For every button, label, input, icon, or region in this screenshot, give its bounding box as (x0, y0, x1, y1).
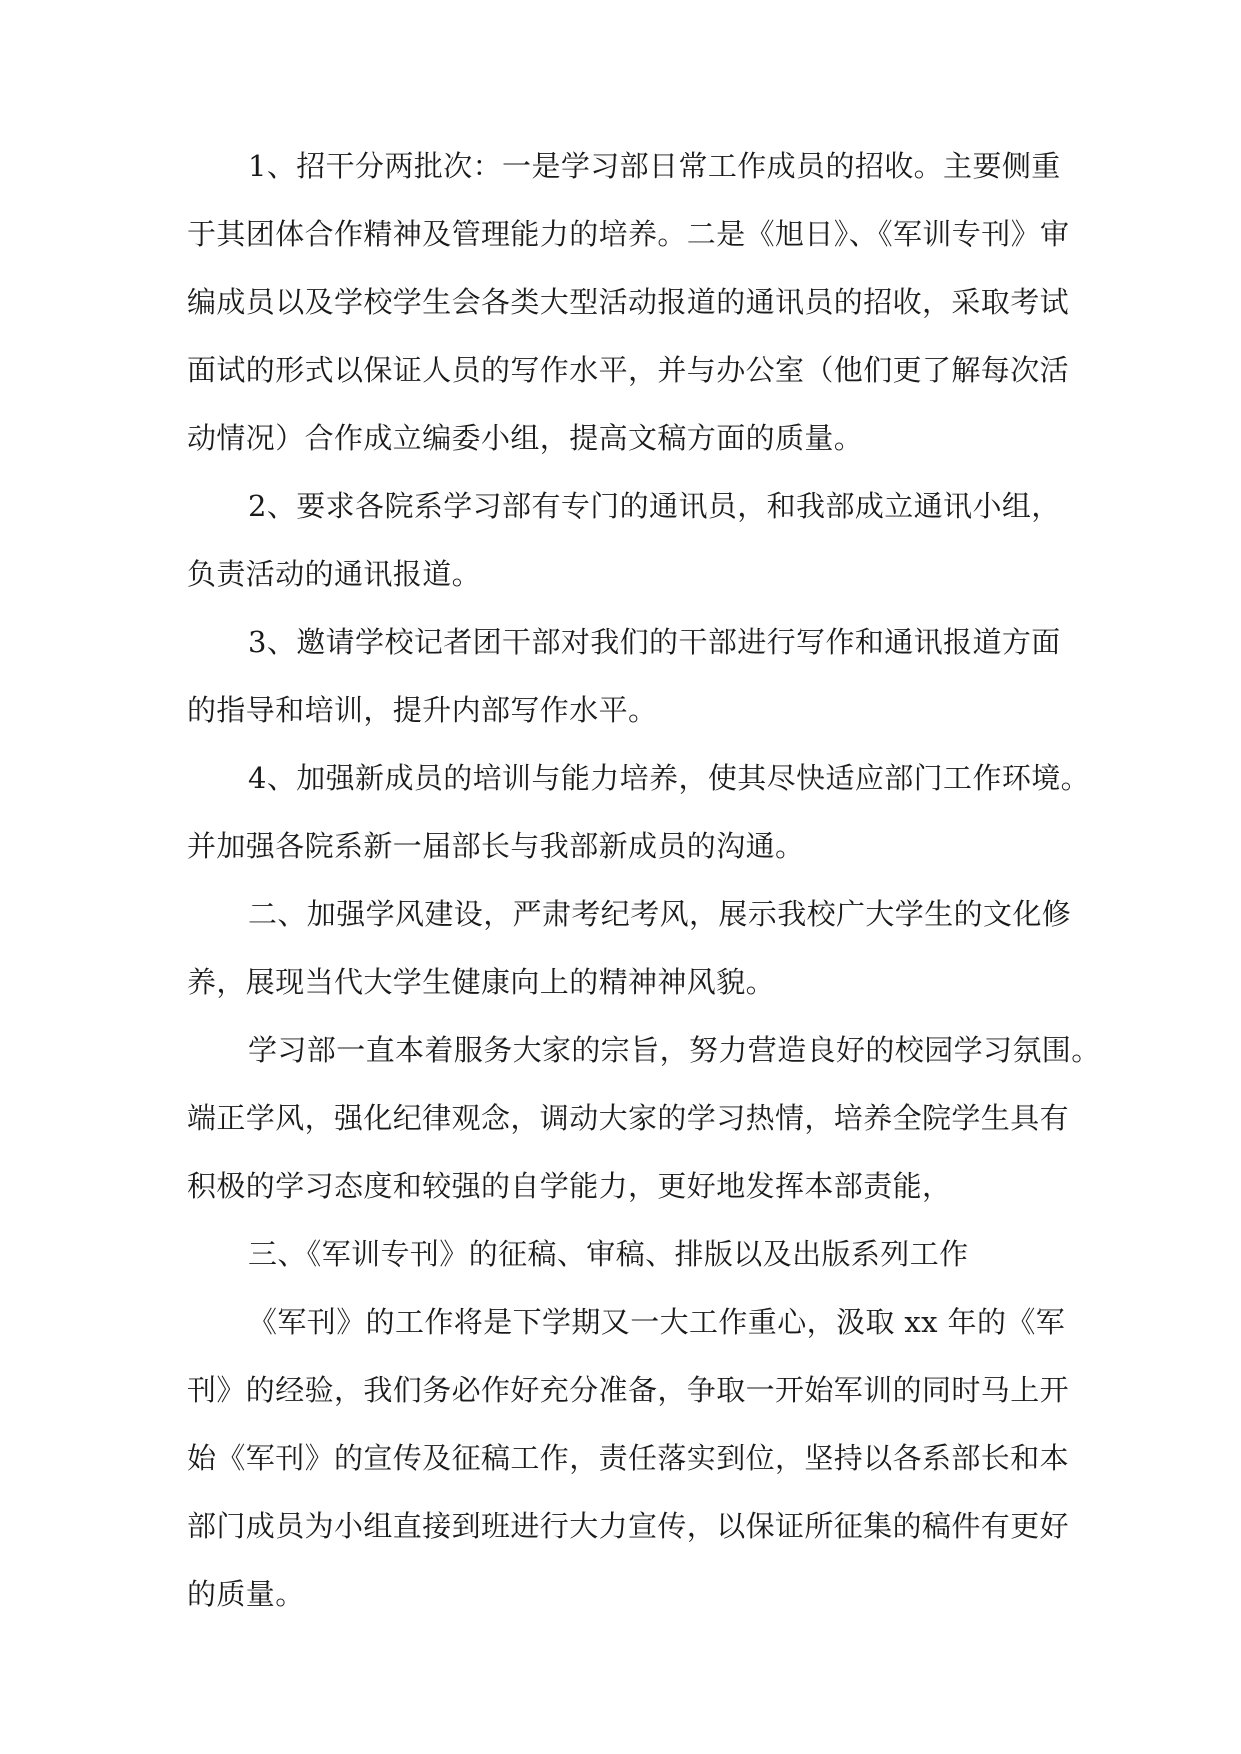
line-5: 动情况）合作成立编委小组，提高文稿方面的质量。 (187, 421, 864, 455)
line-14: 学习部一直本着服务大家的宗旨，努力营造良好的校园学习氛围。 (248, 1033, 1101, 1067)
line-17: 三、《军训专刊》的征稿、审稿、排版以及出版系列工作 (248, 1237, 969, 1271)
line-21: 部门成员为小组直接到班进行大力宣传，以保证所征集的稿件有更好 (187, 1509, 1070, 1543)
line-12: 二、加强学风建设，严肃考纪考风，展示我校广大学生的文化修 (248, 897, 1072, 931)
line-6: 2、要求各院系学习部有专门的通讯员，和我部成立通讯小组， (248, 489, 1061, 523)
line-9: 的指导和培训，提升内部写作水平。 (187, 693, 658, 727)
line-19: 刊》的经验，我们务必作好充分准备，争取一开始军训的同时马上开 (187, 1373, 1070, 1407)
line-4: 面试的形式以保证人员的写作水平，并与办公室（他们更了解每次活 (187, 353, 1070, 387)
line-3: 编成员以及学校学生会各类大型活动报道的通讯员的招收，采取考试 (187, 285, 1070, 319)
line-8: 3、邀请学校记者团干部对我们的干部进行写作和通讯报道方面 (248, 625, 1061, 659)
line-1: 1、招干分两批次：一是学习部日常工作成员的招收。主要侧重 (248, 149, 1061, 183)
line-18: 《军刊》的工作将是下学期又一大工作重心，汲取 xx 年的《军 (248, 1305, 1066, 1339)
line-13: 养，展现当代大学生健康向上的精神神风貌。 (187, 965, 776, 999)
line-20: 始《军刊》的宣传及征稿工作，责任落实到位，坚持以各系部长和本 (187, 1441, 1070, 1475)
line-2: 于其团体合作精神及管理能力的培养。二是《旭日》、《军训专刊》审 (187, 217, 1070, 251)
line-11: 并加强各院系新一届部长与我部新成员的沟通。 (187, 829, 805, 863)
line-15: 端正学风，强化纪律观念，调动大家的学习热情，培养全院学生具有 (187, 1101, 1070, 1135)
line-7: 负责活动的通讯报道。 (187, 557, 482, 591)
line-22: 的质量。 (187, 1577, 305, 1611)
line-16: 积极的学习态度和较强的自学能力，更好地发挥本部责能， (187, 1169, 952, 1203)
line-10: 4、加强新成员的培训与能力培养，使其尽快适应部门工作环境。 (248, 761, 1091, 795)
